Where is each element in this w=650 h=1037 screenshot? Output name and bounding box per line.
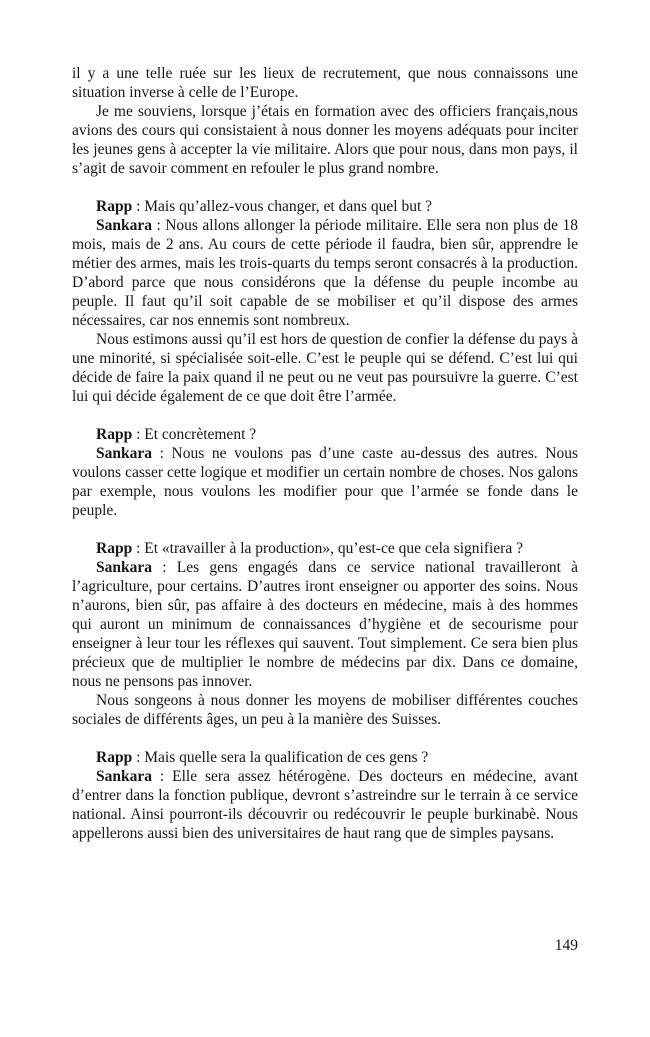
speaker-name: Rapp xyxy=(96,426,133,443)
text-block xyxy=(72,64,578,843)
speaker-name: Sankara xyxy=(96,559,152,576)
speaker-name: Sankara xyxy=(96,217,152,234)
dialogue-paragraph-sankara xyxy=(72,767,578,843)
speaker-name: Sankara xyxy=(96,445,152,462)
dialogue-text: : Les gens engagés dans ce service national travailleront à l’agriculture, pour certains. D’autres iront enseigner ou apporter des soins. Nous n’aurons, bien sûr, pas affaire à des docteurs en médecine, mais à des hommes qui auront un minimum de connaissances d’hygiène et de secourisme pour enseigner à leur tour les réflexes qui sauvent. Tout simplement. Ce sera bien plus précieux que de multiplier le nombre de médecins par dix. Dans ce domaine, nous ne pensons pas innover. xyxy=(72,559,578,690)
dialogue-text: : Et «travailler à la production», qu’est-ce que cela signifiera ? xyxy=(132,540,523,557)
continuation-paragraph: il y a une telle ruée sur les lieux de recrutement, que nous connaissons une situation inverse à celle de l’Europe. xyxy=(72,65,578,101)
speaker-name: Rapp xyxy=(96,749,133,766)
dialogue-paragraph-rapp xyxy=(72,197,578,216)
dialogue-paragraph-rapp xyxy=(72,748,578,767)
dialogue-paragraph-sankara xyxy=(72,216,578,330)
dialogue-text: : Elle sera assez hétérogène. Des docteurs en médecine, avant d’entrer dans la fonction publique, devront s’astreindre sur le terrain à ce service national. Ainsi pourront-ils découvrir ou redécouvrir le peuple burkinabè. Nous appellerons aussi bien des universitaires de haut rang que de simples paysans. xyxy=(72,768,578,842)
dialogue-text: : Et concrètement ? xyxy=(132,426,257,443)
speaker-name: Rapp xyxy=(96,198,133,215)
page-number: 149 xyxy=(554,937,578,954)
paragraph: Je me souviens, lorsque j’étais en formation avec des officiers français,nous avions des cours qui consistaient à nous donner les moyens adéquats pour inciter les jeunes gens à accepter la vie militaire. Alors que pour nous, dans mon pays, il s’agit de savoir comment en refouler le plus grand nombre. xyxy=(72,103,578,177)
dialogue-text: : Nous allons allonger la période militaire. Elle sera non plus de 18 mois, mais de 2 ans. Au cours de cette période il faudra, bien sûr, apprendre le métier des armes, mais les trois-quarts du temps seront consacrés à la production. D’abord parce que nous considérons que la défense du peuple incombe au peuple. Il faut qu’il soit capable de se mobiliser et qu’il dispose des armes nécessaires, car nos ennemis sont nombreux. xyxy=(72,217,578,329)
paragraph: Nous songeons à nous donner les moyens de mobiliser différentes couches sociales de différents âges, un peu à la manière des Suisses. xyxy=(72,692,578,728)
paragraph: Nous estimons aussi qu’il est hors de question de confier la défense du pays à une minorité, si spécialisée soit-elle. C’est le peuple qui se défend. C’est lui qui décide de faire la paix quand il ne peut ou ne veut pas poursuivre la guerre. C’est lui qui décide également de ce que doit être l’armée. xyxy=(72,331,578,405)
speaker-name: Sankara xyxy=(96,768,152,785)
dialogue-paragraph-rapp xyxy=(72,539,578,558)
dialogue-paragraph-sankara xyxy=(72,444,578,520)
dialogue-text: : Nous ne voulons pas d’une caste au-dessus des autres. Nous voulons casser cette logique et modifier un certain nombre de choses. Nos galons par exemple, nous voulons les modifier pour que l’armée se fonde dans le peuple. xyxy=(72,445,578,519)
dialogue-paragraph-rapp xyxy=(72,425,578,444)
dialogue-text: : Mais qu’allez-vous changer, et dans quel but ? xyxy=(132,198,433,215)
speaker-name: Rapp xyxy=(96,540,133,557)
dialogue-paragraph-sankara xyxy=(72,558,578,691)
dialogue-text: : Mais quelle sera la qualification de ces gens ? xyxy=(132,749,429,766)
